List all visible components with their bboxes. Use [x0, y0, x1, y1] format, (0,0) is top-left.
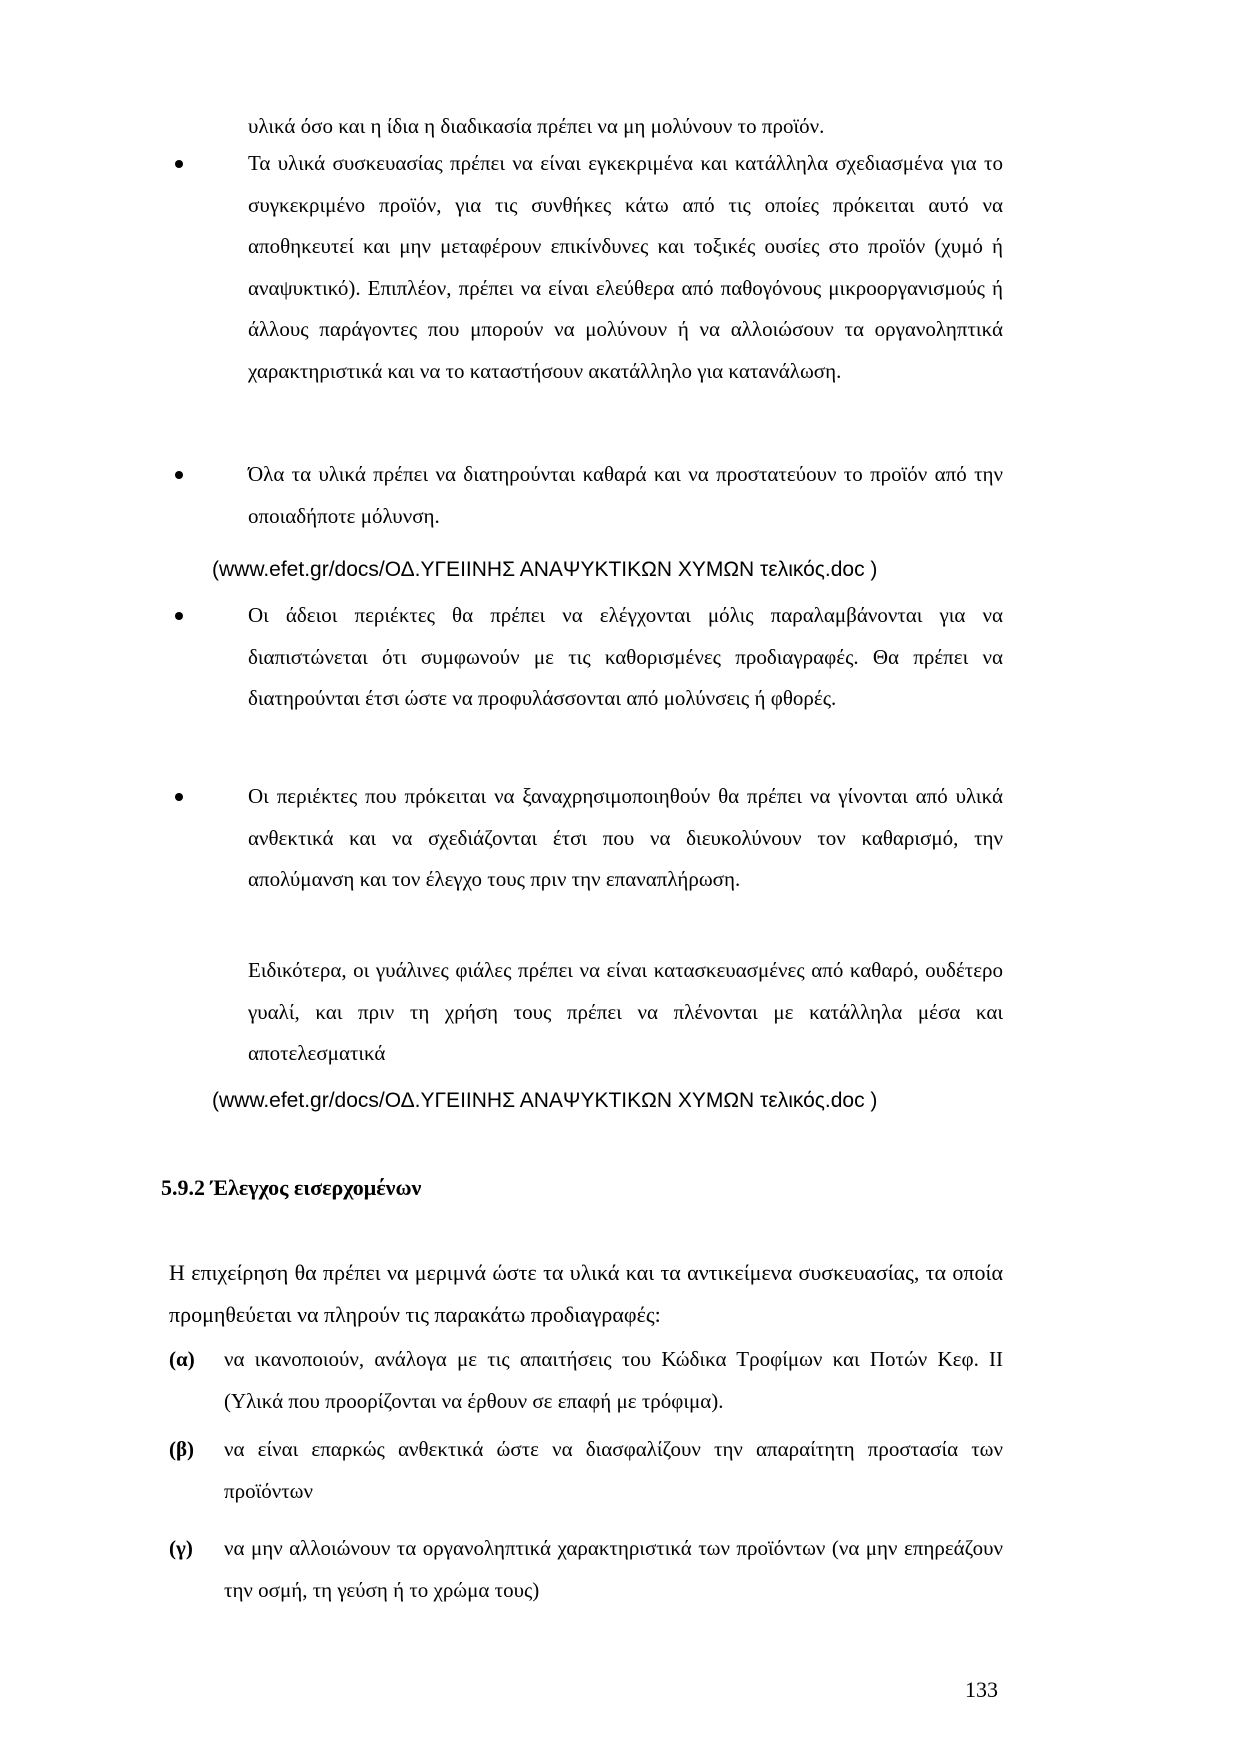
bullet-text: Όλα τα υλικά πρέπει να διατηρούνται καθαρά και να προστατεύουν το προϊόν από την οποιαδήποτε μόλυνση. [248, 462, 1003, 528]
bullet-packaging-materials [248, 143, 1003, 392]
page-number: 133 [965, 1677, 998, 1702]
list-item-label: (γ) [169, 1536, 193, 1560]
bullet-dot [175, 793, 183, 801]
section-heading: 5.9.2 Έλεγχος εισερχομένων [161, 1175, 422, 1200]
bullet-dot [175, 471, 183, 479]
bullet-dot [175, 612, 183, 620]
list-item-label: (α) [169, 1347, 195, 1371]
reference-citation: (www.efet.gr/docs/ΟΔ.ΥΓΕΙΙΝΗΣ ΑΝΑΨΥΚΤΙΚΩΝ ΧΥΜΩΝ τελικός.doc ) [212, 558, 878, 581]
reference-citation: (www.efet.gr/docs/ΟΔ.ΥΓΕΙΙΝΗΣ ΑΝΑΨΥΚΤΙΚΩΝ ΧΥΜΩΝ τελικός.doc ) [212, 1089, 878, 1112]
bullet-text: Τα υλικά συσκευασίας πρέπει να είναι εγκεκριμένα και κατάλληλα σχεδιασμένα για το συγκεκριμένο προϊόν, για τις συνθήκες κάτω από τις οποίες πρόκειται αυτό να αποθηκευτεί και μην μεταφέρουν επικίνδυνες και τοξικές ουσίες στο προϊόν (χυμό ή αναψυκτικό). Επιπλέον, πρέπει να είναι ελεύθερα από παθογόνους μικροοργανισμούς ή άλλους παράγοντες που μπορούν να μολύνουν ή να αλλοιώσουν τα οργανοληπτικά χαρακτηριστικά και να το καταστήσουν ακατάλληλο για κατανάλωση. [248, 151, 1003, 383]
list-item-text: να είναι επαρκώς ανθεκτικά ώστε να διασφαλίζουν την απαραίτητη προστασία των προϊόντων [224, 1437, 1003, 1503]
bullet-text: Οι περιέκτες που πρόκειται να ξαναχρησιμοποιηθούν θα πρέπει να γίνονται από υλικά ανθεκτικά και να σχεδιάζονται έτσι που να διευκολύνουν τον καθαρισμό, την απολύμανση και τον έλεγχο τους πριν την επαναπλήρωση. [248, 784, 1003, 891]
list-item-text: να μην αλλοιώνουν τα οργανοληπτικά χαρακτηριστικά των προϊόντων (να μην επηρεάζουν την οσμή, τη γεύση ή το χρώμα τους) [224, 1536, 1003, 1602]
bullet-clean-materials [248, 454, 1003, 537]
list-item [169, 1428, 1003, 1512]
bullet-empty-containers [248, 595, 1003, 720]
list-item [169, 1338, 1003, 1422]
bullet-reusable-containers [248, 776, 1003, 901]
list-item-label: (β) [169, 1437, 195, 1461]
section-intro-paragraph: Η επιχείρηση θα πρέπει να μεριμνά ώστε τα υλικά και τα αντικείμενα συσκευασίας, τα οποία προμηθεύεται να πληρούν τις παρακάτω προδιαγραφές: [169, 1260, 1003, 1327]
list-item [169, 1527, 1003, 1611]
list-item-text: να ικανοποιούν, ανάλογα με τις απαιτήσεις του Κώδικα Τροφίμων και Ποτών Κεφ. ΙΙ (Υλικά που προορίζονται να έρθουν σε επαφή με τρόφιμα). [224, 1347, 1003, 1413]
bullet-text: Οι άδειοι περιέκτες θα πρέπει να ελέγχονται μόλις παραλαμβάνονται για να διαπιστώνεται ότι συμφωνούν με τις καθορισμένες προδιαγραφές. Θα πρέπει να διατηρούνται έτσι ώστε να προφυλάσσονται από μολύνσεις ή φθορές. [248, 603, 1003, 710]
glass-bottles-paragraph: Ειδικότερα, οι γυάλινες φιάλες πρέπει να είναι κατασκευασμένες από καθαρό, ουδέτερο γυαλί, και πριν τη χρήση τους πρέπει να πλένονται με κατάλληλα μέσα και αποτελεσματικά [248, 958, 1003, 1065]
bullet-dot [175, 160, 183, 168]
continuation-line-block [248, 106, 1003, 148]
continuation-line: υλικά όσο και η ίδια η διαδικασία πρέπει να μη μολύνουν το προϊόν. [248, 114, 825, 138]
